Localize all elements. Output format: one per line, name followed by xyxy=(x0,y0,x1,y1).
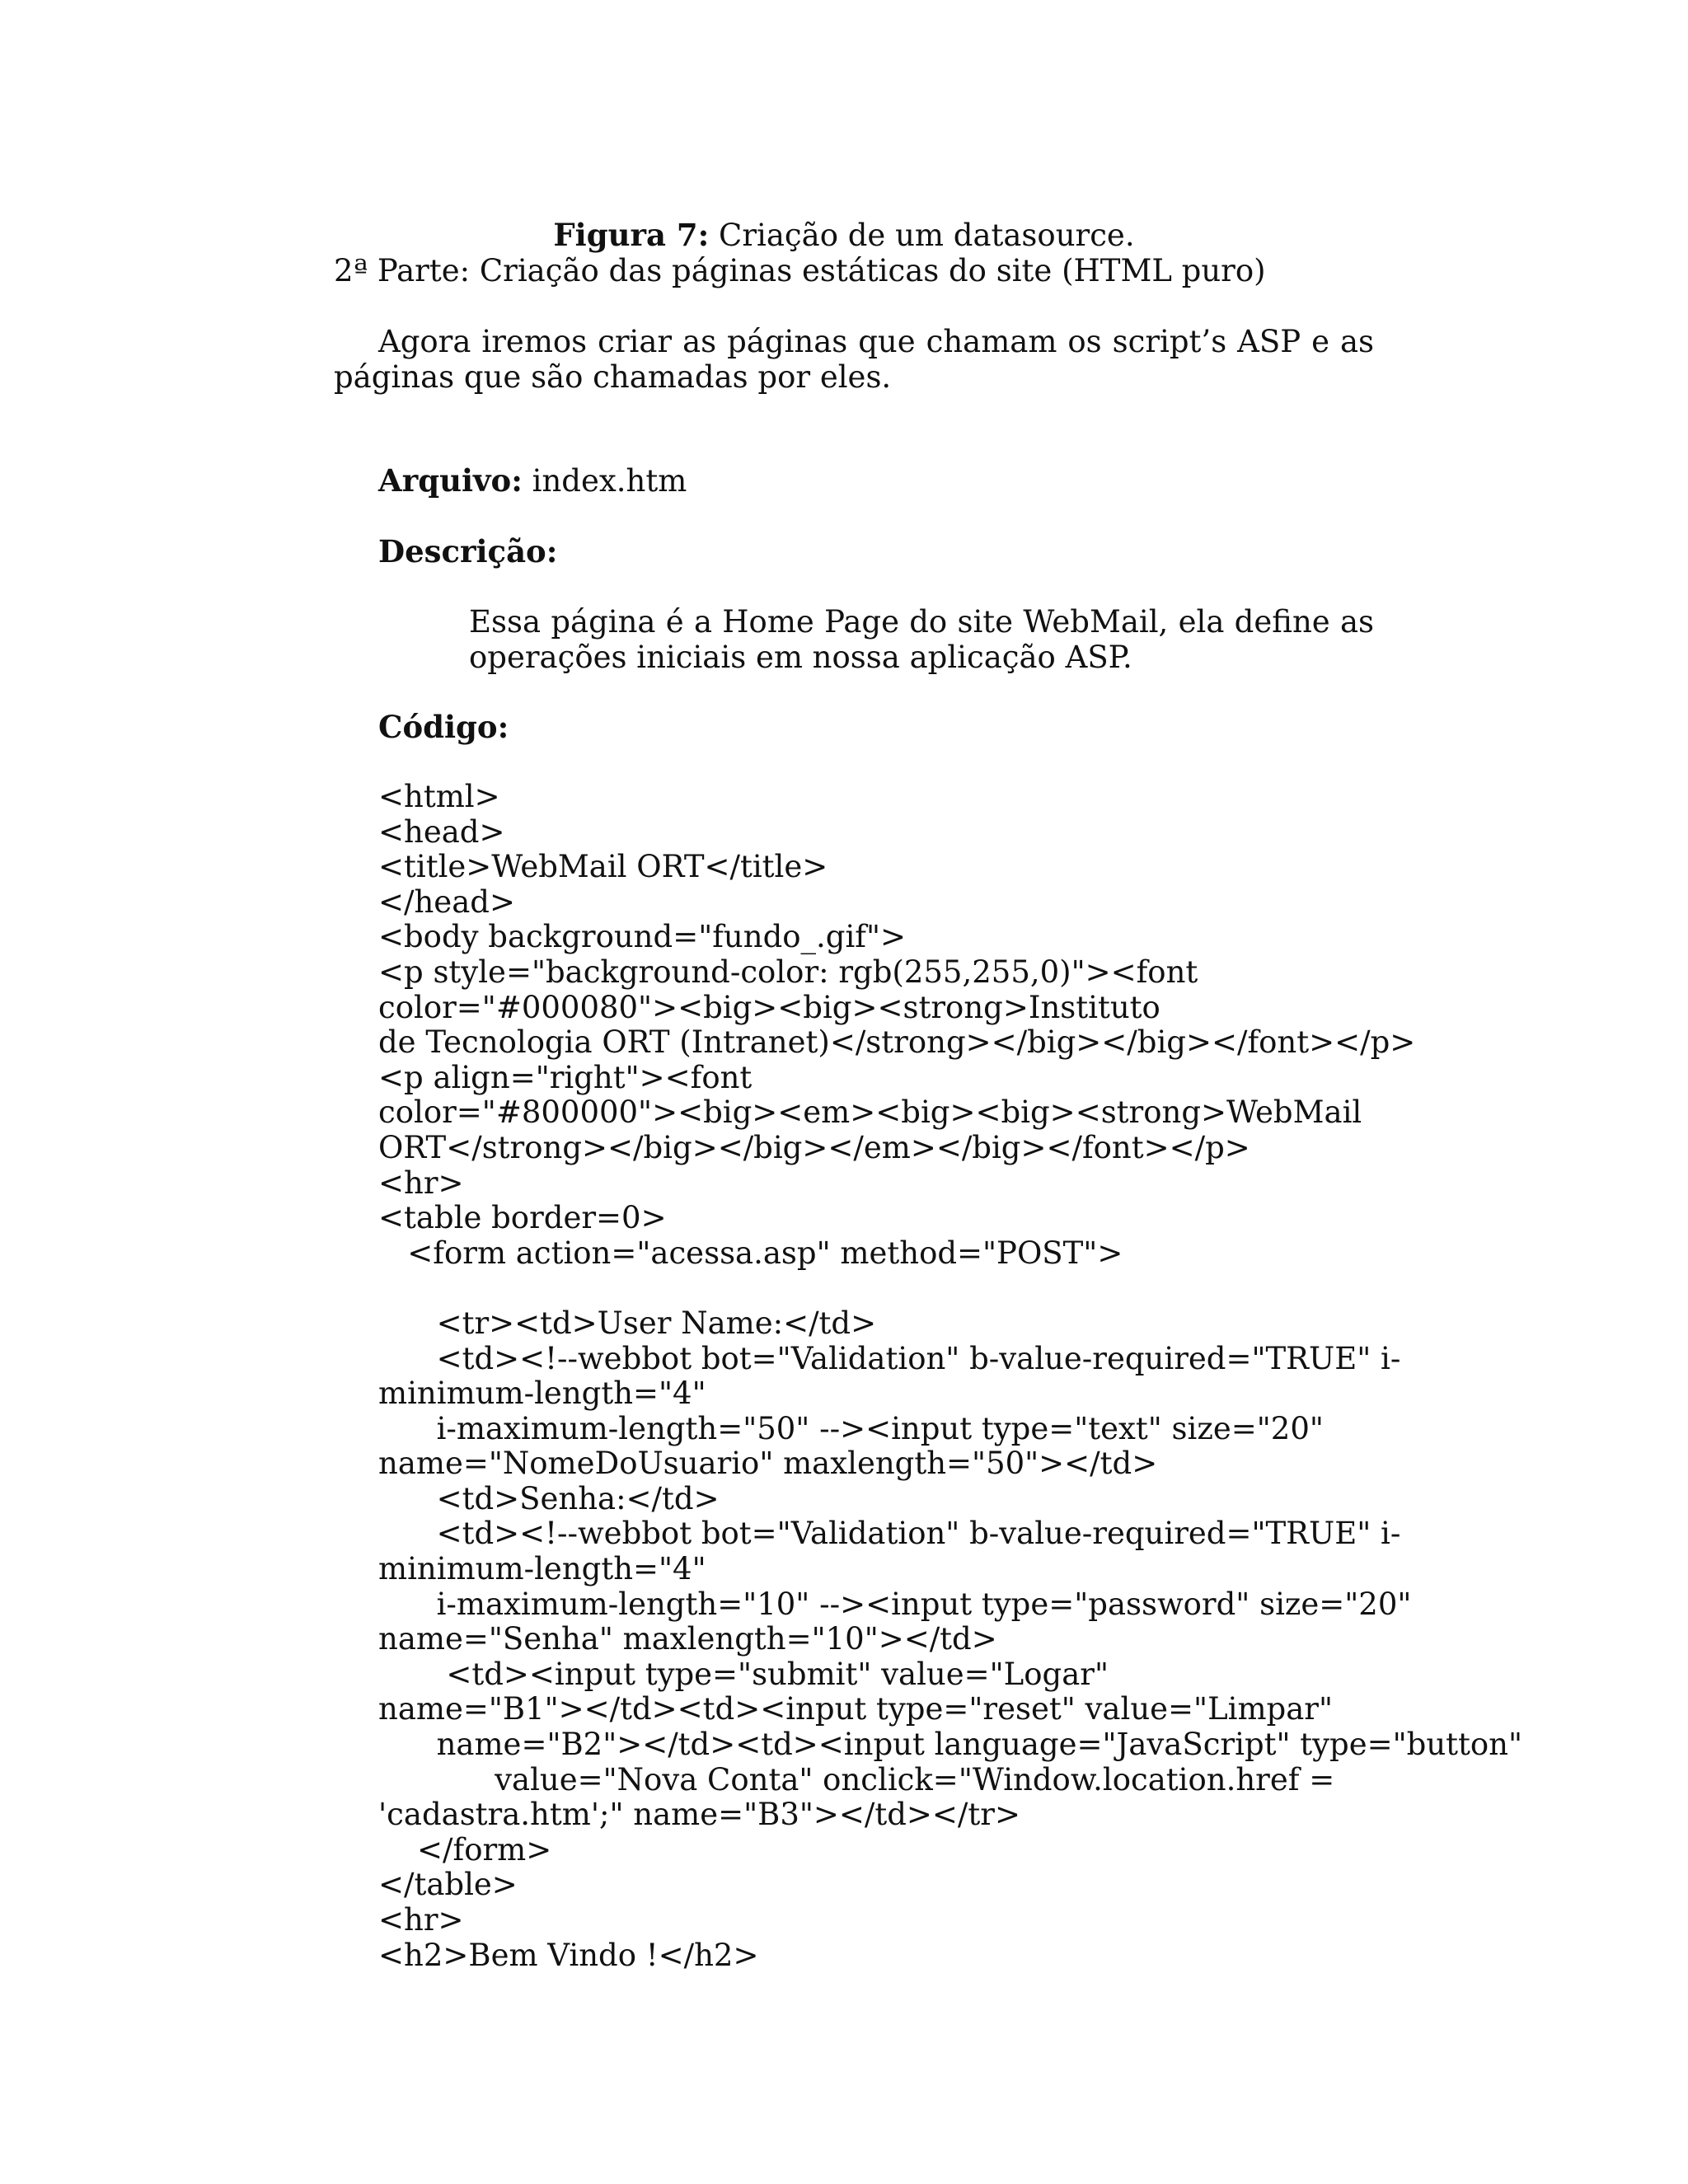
code-line: 'cadastra.htm';" name="B3"></td></tr> xyxy=(378,1797,1020,1833)
code-line: <body background="fundo_.gif"> xyxy=(378,919,907,955)
figure-caption xyxy=(0,218,1688,253)
code-line: <td>Senha:</td> xyxy=(378,1480,720,1516)
code-line: ORT</strong></big></big></em></big></font></p> xyxy=(378,1129,1250,1165)
code-line: <tr><td>User Name:</td> xyxy=(378,1305,877,1341)
file-value: index.htm xyxy=(522,463,687,499)
description-text: Essa página é a Home Page do site WebMail, ela define as operações iniciais em nossa aplicação ASP. xyxy=(469,604,1374,675)
intro-paragraph: Agora iremos criar as páginas que chamam os script’s ASP e as páginas que são chamadas por eles. xyxy=(334,324,1374,395)
code-line: <td><input type="submit" value="Logar" xyxy=(378,1656,1109,1692)
code-line: <hr> xyxy=(378,1165,464,1201)
code-line: name="Senha" maxlength="10"></td> xyxy=(378,1621,997,1657)
code-line: value="Nova Conta" onclick="Window.location.href = xyxy=(378,1761,1335,1797)
code-line: color="#800000"><big><em><big><big><strong>WebMail xyxy=(378,1094,1362,1131)
code-line: minimum-length="4" xyxy=(378,1376,706,1412)
code-line: name="B1"></td><td><input type="reset" value="Limpar" xyxy=(378,1691,1334,1727)
code-line: <td><!--webbot bot="Validation" b-value-required="TRUE" i- xyxy=(378,1516,1401,1552)
code-line: <title>WebMail ORT</title> xyxy=(378,849,828,885)
code-line: <p align="right"><font xyxy=(378,1059,753,1095)
code-line: <html> xyxy=(378,779,500,814)
code-line: </form> xyxy=(378,1831,552,1868)
code-line: <td><!--webbot bot="Validation" b-value-required="TRUE" i- xyxy=(378,1340,1401,1376)
code-line: </head> xyxy=(378,883,515,920)
code-line: i-maximum-length="50" --><input type="text" size="20" xyxy=(378,1410,1324,1446)
file-label: Arquivo: xyxy=(378,462,523,499)
code-label: Código: xyxy=(378,709,509,745)
code-line: </table> xyxy=(378,1867,518,1903)
part-heading: 2ª Parte: Criação das páginas estáticas do site (HTML puro) xyxy=(334,253,1266,288)
figure-caption-text: Criação de um datasource. xyxy=(709,218,1135,253)
file-line xyxy=(378,463,687,499)
code-line: <p style="background-color: rgb(255,255,0)"><font xyxy=(378,954,1198,990)
code-line: <head> xyxy=(378,813,505,850)
code-line: i-maximum-length="10" --><input type="password" size="20" xyxy=(378,1586,1412,1622)
figure-caption-label: Figura 7: xyxy=(553,217,710,253)
code-line: <table border=0> xyxy=(378,1200,667,1236)
code-line: <hr> xyxy=(378,1902,464,1938)
code-line: <form action="acessa.asp" method="POST"> xyxy=(378,1235,1123,1271)
description-label: Descrição: xyxy=(378,533,558,569)
code-line: name="NomeDoUsuario" maxlength="50"></td> xyxy=(378,1446,1158,1482)
code-line: <h2>Bem Vindo !</h2> xyxy=(378,1937,759,1973)
code-line: minimum-length="4" xyxy=(378,1551,706,1587)
code-listing xyxy=(378,779,1523,1973)
code-line: de Tecnologia ORT (Intranet)</strong></big></big></font></p> xyxy=(378,1024,1416,1061)
code-line: color="#000080"><big><big><strong>Instituto xyxy=(378,989,1160,1025)
code-line: name="B2"></td><td><input language="JavaScript" type="button" xyxy=(378,1727,1523,1763)
code-line-blank xyxy=(378,1271,1450,1306)
